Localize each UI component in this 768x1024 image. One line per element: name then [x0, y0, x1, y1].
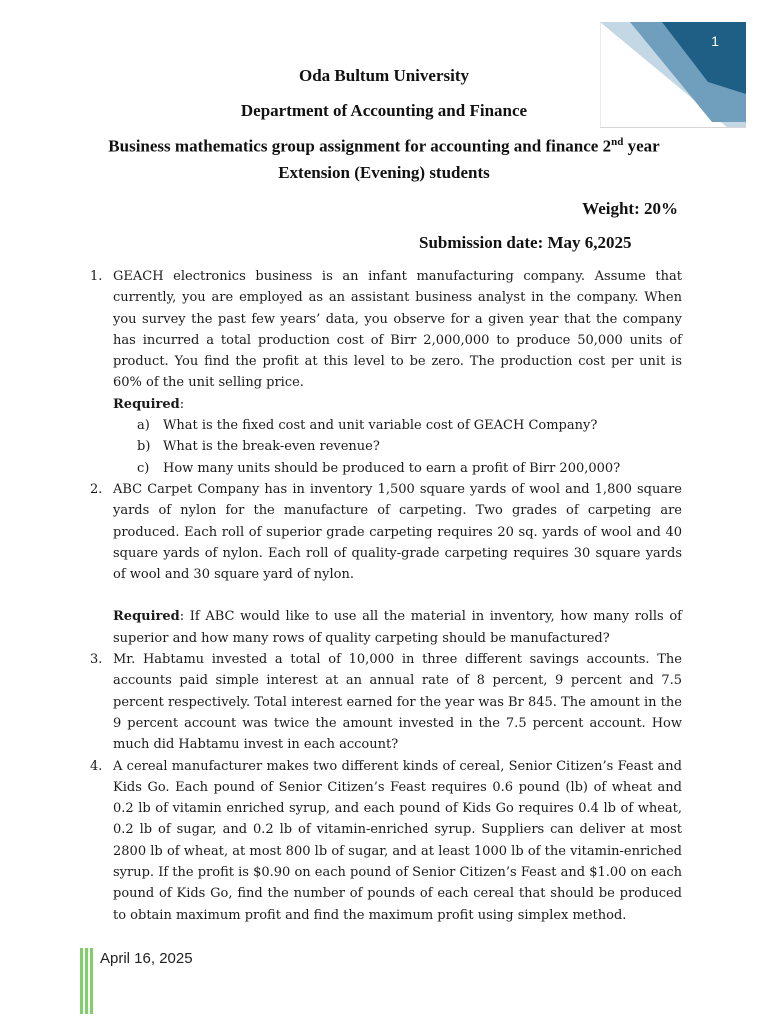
footer-date: April 16, 2025 — [100, 950, 193, 967]
question-4 — [86, 756, 682, 926]
footer-bar-3 — [90, 948, 93, 1014]
required-label: Required — [113, 609, 180, 625]
submission-date: Submission date: May 6,2025 — [419, 233, 632, 252]
question-1 — [86, 266, 682, 479]
required-colon: : — [179, 396, 185, 412]
sub-question-text: How many units should be produced to earn a profit of Birr 200,000? — [163, 460, 621, 476]
question-number: 2. — [90, 481, 103, 497]
weight-label: Weight: 20% — [582, 199, 678, 218]
question-text: ABC Carpet Company has in inventory 1,500 square yards of wool and 1,800 square yards of nylon for the manufacture of carpeting. Two grades of carpeting are produced. Each roll of superior grade carpeting requires 20 sq. yards of wool and 40 square yards of nylon. Each roll of quality-grade carpeting requires 30 square yards of wool and 30 square yard of nylon. — [113, 481, 682, 583]
question-list — [86, 266, 682, 926]
sub-question-letter: c) — [137, 460, 150, 476]
sub-question-b — [113, 436, 682, 457]
assignment-title — [0, 136, 768, 157]
question-text: Mr. Habtamu invested a total of 10,000 in three different savings accounts. The accounts paid simple interest at an annual rate of 8 percent, 9 percent and 7.5 percent respectively. Total interest earned for the year was Br 845. The amount in the 9 percent account was twice the amount invested in the 7.5 percent account. How much did Habtamu invest in each account? — [113, 652, 682, 753]
question-2 — [86, 479, 682, 649]
footer-bar-2 — [85, 948, 88, 1014]
page-number: 1 — [711, 33, 719, 49]
question-number: 3. — [90, 652, 103, 668]
sub-question-text: What is the break-even revenue? — [163, 439, 380, 455]
sub-question-c — [113, 458, 682, 479]
university-name: Oda Bultum University — [298, 66, 470, 85]
required-paragraph — [113, 606, 682, 649]
required-label: Required — [113, 396, 180, 412]
footer-bar-1 — [80, 948, 83, 1014]
question-number: 1. — [90, 269, 103, 284]
department-name: Department of Accounting and Finance — [240, 101, 528, 120]
question-number: 4. — [90, 758, 103, 774]
question-3 — [86, 649, 682, 755]
required-text: : If ABC would like to use all the material in inventory, how many rolls of superior and how many rows of quality carpeting should be manufactured? — [113, 609, 682, 646]
required-heading — [113, 394, 682, 415]
sub-question-letter: b) — [137, 439, 151, 455]
question-text: A cereal manufacturer makes two different kinds of cereal, Senior Citizen’s Feast and Kids Go. Each pound of Senior Citizen’s Feast requires 0.6 pound (lb) of wheat and 0.2 lb of vitamin enriched syrup, and each pound of Kids Go requires 0.4 lb of wheat, 0.2 lb of sugar, and 0.2 lb of vitamin-enriched syrup. Suppliers can deliver at most 2800 lb of wheat, at most 800 lb of sugar, and at least 1000 lb of the vitamin-enriched syrup. If the profit is $0.90 on each pound of Senior Citizen’s Feast and $1.00 on each pound of Kids Go, find the number of pounds of each cereal that should be produced to obtain maximum profit and find the maximum profit using simplex method. — [113, 758, 682, 923]
assignment-title-main: Business mathematics group assignment for accounting and finance 2 — [108, 136, 612, 156]
assignment-subtitle: Extension (Evening) students — [278, 163, 490, 182]
sub-question-text: What is the fixed cost and unit variable cost of GEACH Company? — [163, 418, 598, 434]
assignment-title-end: year — [623, 136, 660, 156]
assignment-title-superscript: nd — [611, 136, 624, 148]
sub-question-letter: a) — [137, 418, 150, 434]
question-text: GEACH electronics business is an infant manufacturing company. Assume that currently, you are employed as an assistant business analyst in the company. When you survey the past few years’ data, you observe for a given year that the company has incurred a total production cost of Birr 2,000,000 to produce 50,000 units of product. You find the profit at this level to be zero. The production cost per unit is 60% of the unit selling price. — [113, 269, 682, 391]
sub-question-a — [113, 415, 682, 436]
paragraph-gap — [113, 585, 682, 606]
